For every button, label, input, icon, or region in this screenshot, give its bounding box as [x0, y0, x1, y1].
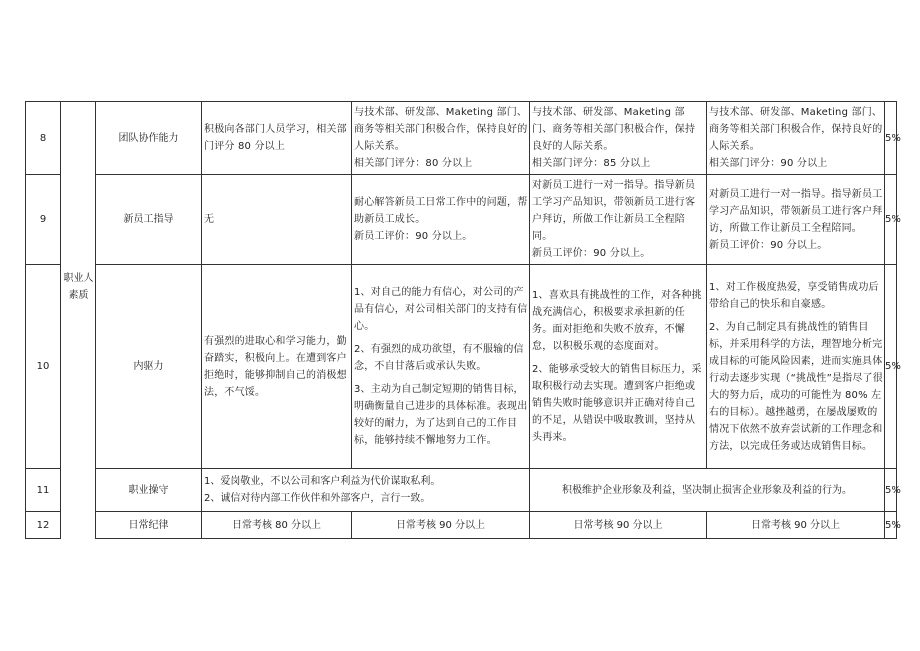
table-row [26, 512, 897, 539]
item-name: 日常纪律 [96, 512, 202, 539]
weight-cell: 5% [885, 265, 897, 469]
level-1-criteria: 日常考核 80 分以上 [202, 512, 352, 539]
item-name: 团队协作能力 [96, 102, 202, 175]
level-3-criteria: 与技术部、研发部、Maketing 部门、商务等相关部门积极合作，保持良好的人际关系。 相关部门评分：85 分以上 [530, 102, 707, 175]
level-4-criteria: 日常考核 90 分以上 [707, 512, 885, 539]
weight-cell: 5% [885, 175, 897, 265]
table-row [26, 469, 897, 512]
level-1-2-criteria: 1、爱岗敬业，不以公司和客户利益为代价谋取私利。 2、诚信对待内部工作伙伴和外部客户，言行一致。 [202, 469, 530, 512]
table-row [26, 102, 897, 175]
level-2-criteria: 与技术部、研发部、Maketing 部门、商务等相关部门积极合作，保持良好的人际关系。 相关部门评分：80 分以上 [352, 102, 530, 175]
level-4-criteria: 1、对工作极度热爱，享受销售成功后带给自己的快乐和自豪感。 2、为自己制定具有挑战性的销售目标，并采用科学的方法，理智地分析完成目标的可能风险因素，进而实施具体行动去逐步实现（“挑战性”是指尽了很大的努力后，成功的可能性为 80% 左右的目标）。越挫越勇，在屡战屡败的情况下依然不放弃尝试新的工作理念和方法，以完成任务或达成销售目标。 [707, 265, 885, 469]
table-row [26, 265, 897, 469]
level-3-criteria: 1、喜欢具有挑战性的工作，对各种挑战充满信心，积极要求承担新的任务。面对拒绝和失败不放弃，不懈怠，以积极乐观的态度面对。 2、能够承受较大的销售目标压力，采取积极行动去实现。遭到客户拒绝或销售失败时能够意识并正确对待自己的不足，从错误中吸取教训，坚持从头再来。 [530, 265, 707, 469]
level-4-criteria: 对新员工进行一对一指导。指导新员工学习产品知识，带领新员工进行客户拜访，所做工作让新员工全程陪同。 新员工评价：90 分以上。 [707, 175, 885, 265]
table-row [26, 175, 897, 265]
level-2-criteria: 日常考核 90 分以上 [352, 512, 530, 539]
category-label: 职业人素质 [63, 273, 94, 301]
category-cell [61, 102, 96, 539]
level-2-criteria: 1、对自己的能力有信心，对公司的产品有信心，对公司相关部门的支持有信心。 2、有强烈的成功欲望，有不服输的信念，不自甘落后或承认失败。 3、主动为自己制定短期的销售目标，明确衡量自己进步的具体标准。表现出较好的耐力，为了达到自己的工作目标，能够持续不懈地努力工作。 [352, 265, 530, 469]
level-1-criteria: 无 [202, 175, 352, 265]
level-4-criteria: 与技术部、研发部、Maketing 部门、商务等相关部门积极合作，保持良好的人际关系。 相关部门评分：90 分以上 [707, 102, 885, 175]
level-3-criteria: 对新员工进行一对一指导。指导新员工学习产品知识，带领新员工进行客户拜访，所做工作让新员工全程陪同。 新员工评价：90 分以上。 [530, 175, 707, 265]
row-number: 11 [26, 469, 61, 512]
weight-cell: 5% [885, 469, 897, 512]
row-number: 8 [26, 102, 61, 175]
evaluation-table [25, 101, 901, 539]
item-name: 职业操守 [96, 469, 202, 512]
row-number: 10 [26, 265, 61, 469]
weight-cell: 5% [885, 512, 897, 539]
level-3-criteria: 日常考核 90 分以上 [530, 512, 707, 539]
level-2-criteria: 耐心解答新员工日常工作中的问题，帮助新员工成长。 新员工评价：90 分以上。 [352, 175, 530, 265]
item-name: 新员工指导 [96, 175, 202, 265]
level-3-4-criteria: 积极维护企业形象及利益，坚决制止损害企业形象及利益的行为。 [530, 469, 885, 512]
row-number: 12 [26, 512, 61, 539]
item-name: 内驱力 [96, 265, 202, 469]
weight-cell: 5% [885, 102, 897, 175]
level-1-criteria: 有强烈的进取心和学习能力，勤奋踏实，积极向上。在遭到客户拒绝时，能够抑制自己的消极想法，不气馁。 [202, 265, 352, 469]
level-1-criteria: 积极向各部门人员学习，相关部门评分 80 分以上 [202, 102, 352, 175]
row-number: 9 [26, 175, 61, 265]
